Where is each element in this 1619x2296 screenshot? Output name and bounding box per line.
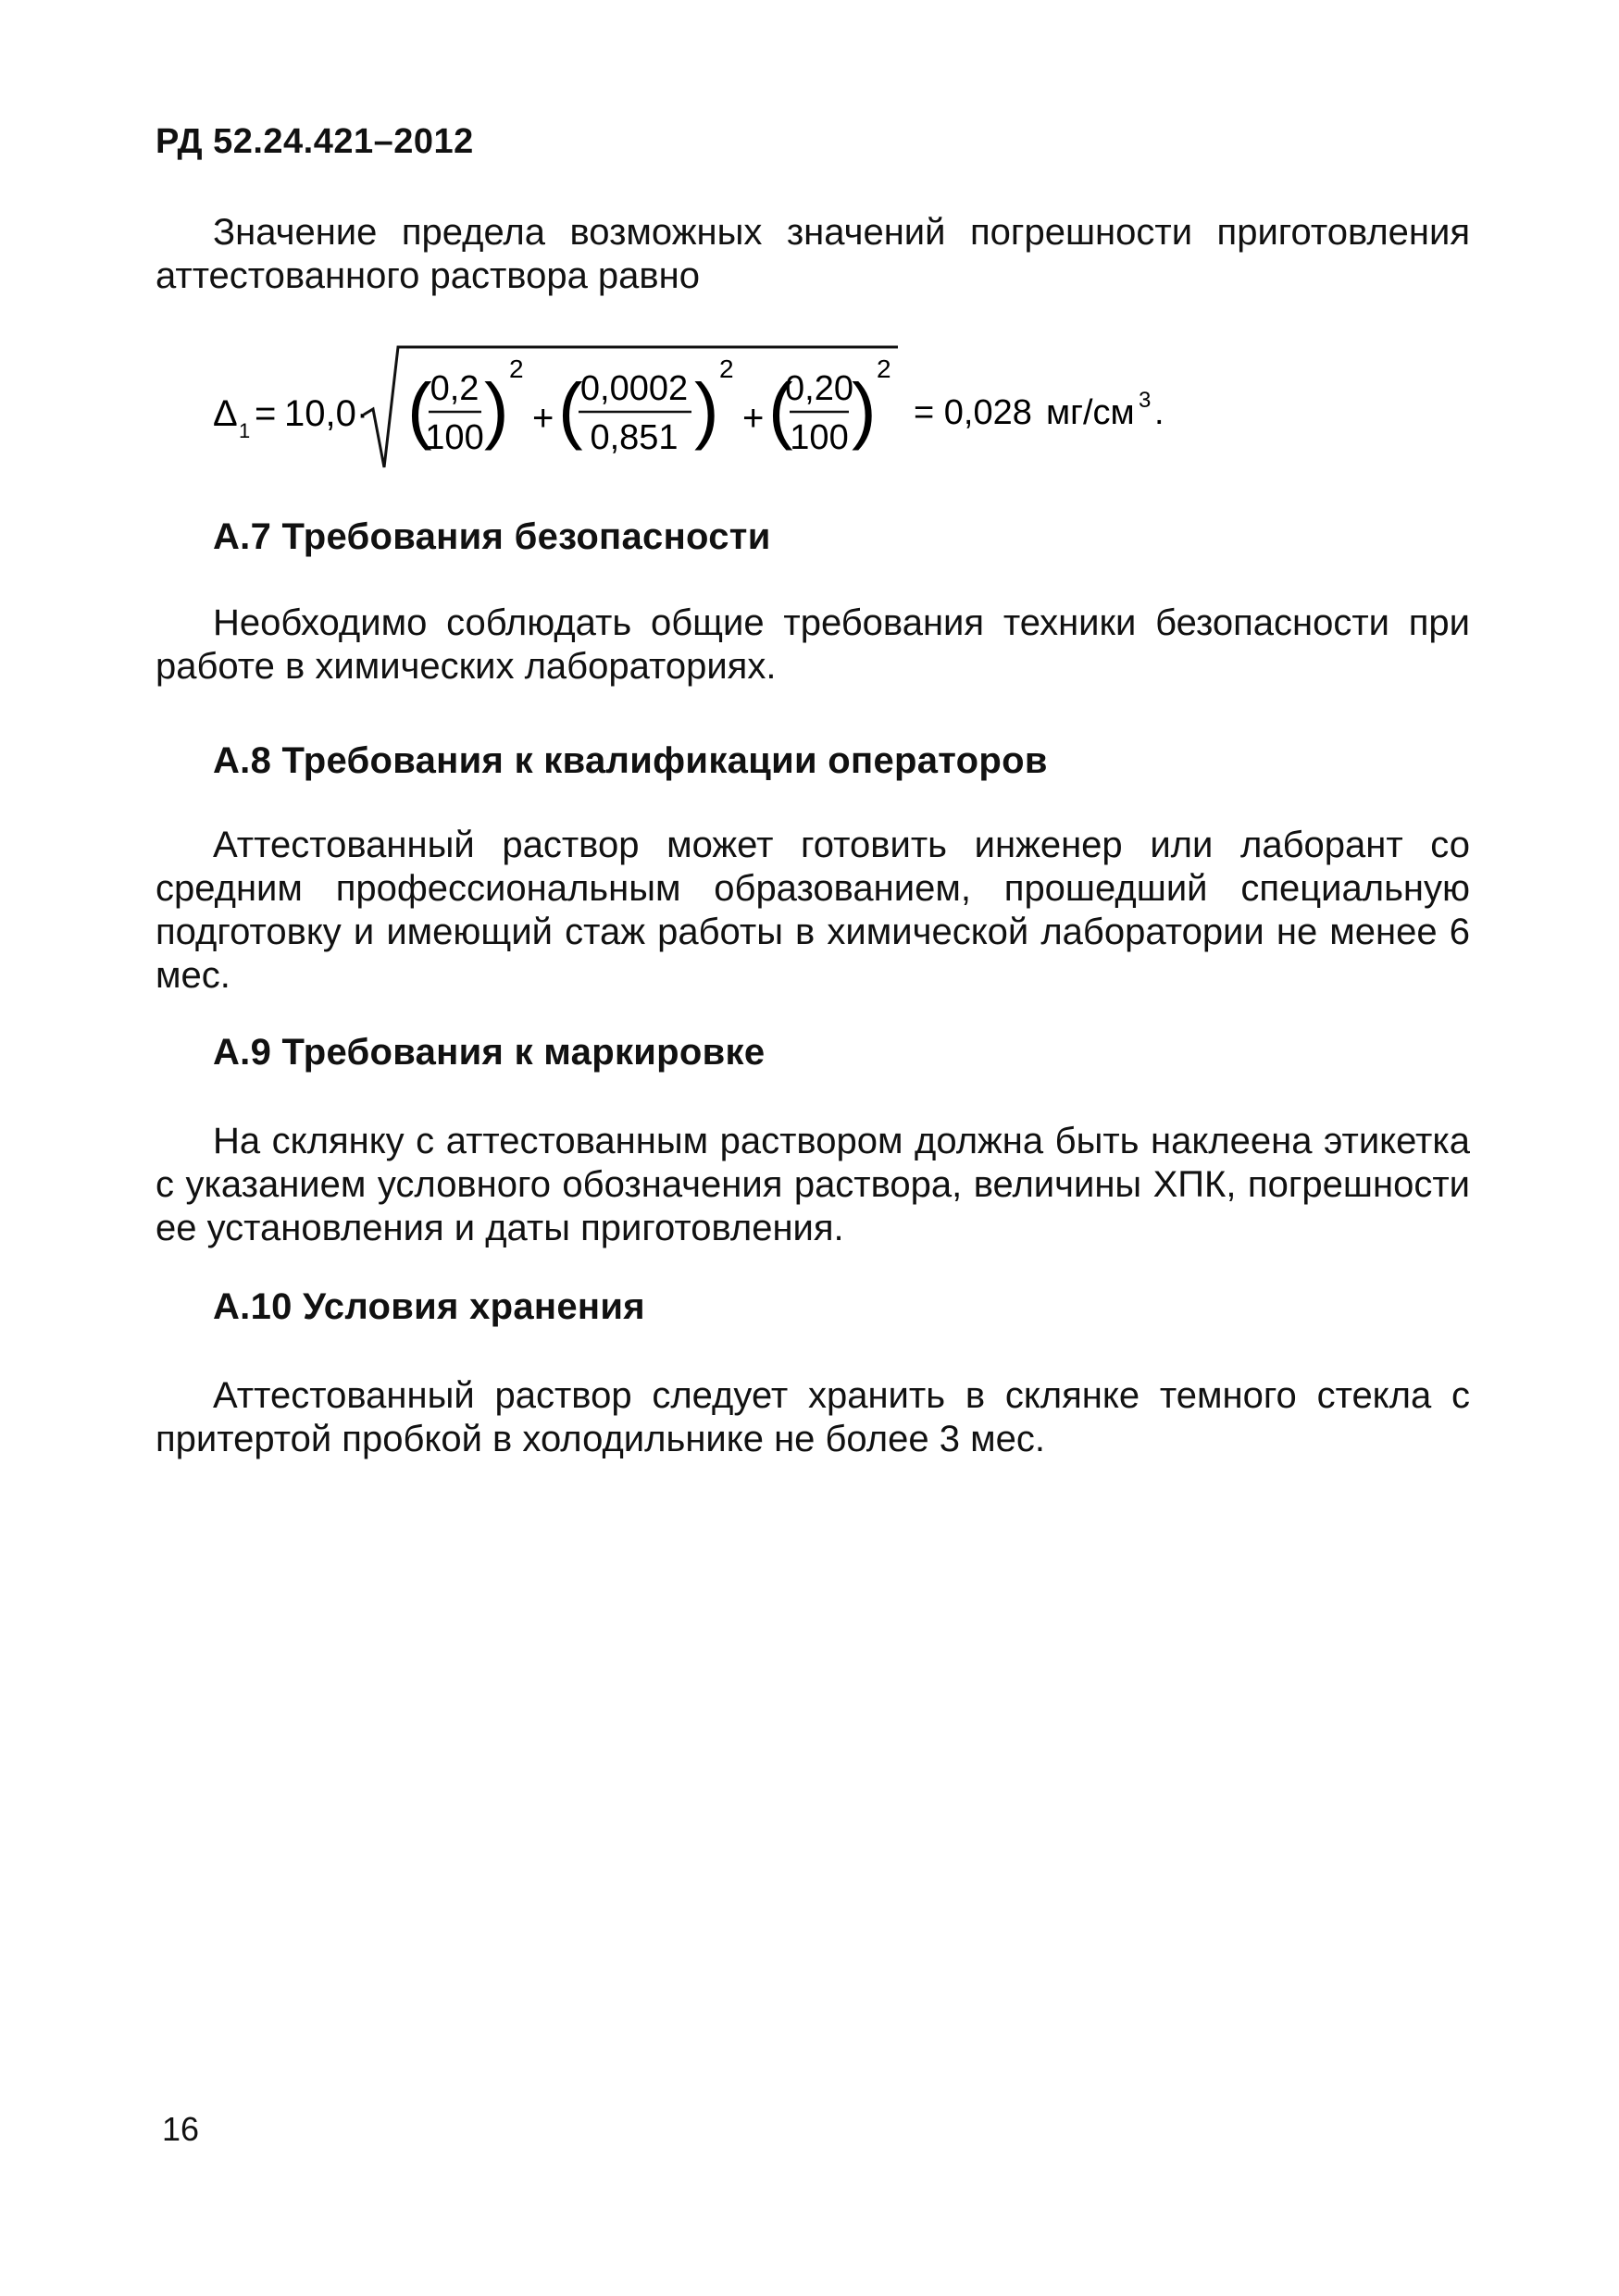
section-a9-body: На склянку с аттестованным раствором должна быть наклеена этикетка с указанием условного обозначения раствора, величины ХПК, погрешности ее установления и даты приготовления. (156, 1121, 1470, 1248)
plus-1: + (532, 398, 554, 439)
section-heading-a7: А.7 Требования безопасности (213, 516, 771, 557)
intro-text: Значение предела возможных значений погрешности приготовления аттестованного раствора равно (156, 212, 1470, 296)
section-text-a10 (156, 1374, 1470, 1461)
page-number: 16 (162, 2110, 200, 2148)
section-text-a9 (156, 1120, 1470, 1250)
paren-left-2: ( (558, 368, 583, 451)
formula-lhs: Δ (213, 393, 238, 434)
paren-left-1: ( (407, 368, 432, 451)
term3-power: 2 (877, 354, 891, 383)
paren-left-3: ( (768, 368, 793, 451)
intro-paragraph (156, 211, 1470, 298)
section-a7-body: Необходимо соблюдать общие требования техники безопасности при работе в химических лабораториях. (156, 602, 1470, 687)
formula-unit: мг/см (1046, 393, 1135, 432)
formula-lhs-sub: 1 (239, 419, 251, 442)
term1-numerator: 0,2 (430, 369, 479, 408)
term3-denominator: 100 (790, 418, 849, 457)
paren-right-3: ) (852, 368, 877, 451)
term2-power: 2 (719, 354, 734, 383)
document-code-header: РД 52.24.421–2012 (156, 122, 474, 161)
paren-right-2: ) (694, 368, 719, 451)
error-formula (208, 342, 1227, 481)
paren-right-1: ) (484, 368, 509, 451)
formula-eq: = (255, 393, 277, 434)
term1-denominator: 100 (425, 418, 484, 457)
section-a8-body: Аттестованный раствор может готовить инженер или лаборант со средним профессиональным образованием, прошедший специальную подготовку и имеющий стаж работы в химической лаборатории не менее 6 мес. (156, 825, 1470, 996)
formula-unit-sup: 3 (1139, 388, 1152, 413)
section-heading-a10: А.10 Условия хранения (213, 1286, 645, 1327)
section-text-a8 (156, 824, 1470, 998)
term2-numerator: 0,0002 (579, 369, 689, 408)
section-a10-body: Аттестованный раствор следует хранить в склянке темного стекла с притертой пробкой в холодильнике не более 3 мес. (156, 1375, 1470, 1459)
term1-power: 2 (509, 354, 524, 383)
term3-numerator: 0,20 (785, 369, 853, 408)
term2-denominator: 0,851 (590, 418, 679, 457)
formula-result: = 0,028 (914, 393, 1032, 432)
section-heading-a8: А.8 Требования к квалификации операторов (213, 740, 1048, 781)
formula-end: . (1154, 393, 1164, 432)
formula-coef: 10,0· (284, 393, 369, 434)
section-text-a7 (156, 602, 1470, 689)
plus-2: + (742, 398, 765, 439)
section-heading-a9: А.9 Требования к маркировке (213, 1032, 766, 1073)
